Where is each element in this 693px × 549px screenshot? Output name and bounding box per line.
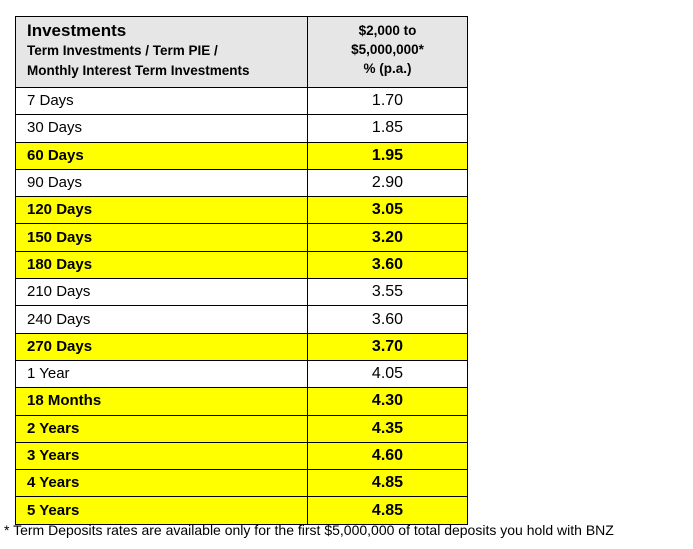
rate-cell: 1.85: [308, 115, 468, 142]
rate-cell: 3.70: [308, 333, 468, 360]
table-row: [16, 333, 468, 360]
rate-cell: 2.90: [308, 169, 468, 196]
term-cell: 90 Days: [16, 169, 308, 196]
term-cell: 7 Days: [16, 88, 308, 115]
rate-cell: 3.55: [308, 279, 468, 306]
rate-cell: 3.60: [308, 306, 468, 333]
rate-cell: 4.85: [308, 470, 468, 497]
term-cell: 60 Days: [16, 142, 308, 169]
table-row: [16, 224, 468, 251]
table-row: [16, 197, 468, 224]
rate-cell: 3.20: [308, 224, 468, 251]
header-row: [16, 17, 468, 88]
table-row: [16, 470, 468, 497]
table-subtitle-line-1: Term Investments / Term PIE /: [27, 43, 218, 58]
term-cell: 270 Days: [16, 333, 308, 360]
rate-cell: 1.70: [308, 88, 468, 115]
term-cell: 2 Years: [16, 415, 308, 442]
term-cell: 120 Days: [16, 197, 308, 224]
term-cell: 150 Days: [16, 224, 308, 251]
table-row: [16, 88, 468, 115]
rate-cell: 4.85: [308, 497, 468, 524]
term-cell: 210 Days: [16, 279, 308, 306]
rate-cell: 4.35: [308, 415, 468, 442]
term-cell: 4 Years: [16, 470, 308, 497]
rate-cell: 4.05: [308, 360, 468, 387]
term-cell: 30 Days: [16, 115, 308, 142]
table-row: [16, 251, 468, 278]
table-row: [16, 388, 468, 415]
rate-cell: 3.60: [308, 251, 468, 278]
table-row: [16, 279, 468, 306]
rate-cell: 4.30: [308, 388, 468, 415]
table-row: [16, 169, 468, 196]
term-cell: 1 Year: [16, 360, 308, 387]
rate-cell: 1.95: [308, 142, 468, 169]
table-row: [16, 142, 468, 169]
term-cell: 5 Years: [16, 497, 308, 524]
term-cell: 3 Years: [16, 442, 308, 469]
rate-cell: 4.60: [308, 442, 468, 469]
footnote: * Term Deposits rates are available only for the first $5,000,000 of total deposits you hold with BNZ: [4, 522, 614, 538]
rate-header-line-1: $2,000 to: [358, 23, 417, 38]
table-title: Investments: [27, 21, 127, 40]
term-cell: 240 Days: [16, 306, 308, 333]
table-row: [16, 360, 468, 387]
rate-cell: 3.05: [308, 197, 468, 224]
table-subtitle-line-2: Monthly Interest Term Investments: [27, 63, 250, 78]
term-cell: 18 Months: [16, 388, 308, 415]
term-column-header: [16, 17, 308, 88]
rate-rows: [16, 88, 468, 525]
rate-header-line-3: % (p.a.): [363, 61, 412, 76]
table-row: [16, 115, 468, 142]
rate-column-header: [308, 17, 468, 88]
table-row: [16, 415, 468, 442]
table-row: [16, 306, 468, 333]
rate-header-line-2: $5,000,000*: [351, 42, 424, 57]
term-cell: 180 Days: [16, 251, 308, 278]
rates-table: [15, 16, 468, 525]
table-row: [16, 442, 468, 469]
